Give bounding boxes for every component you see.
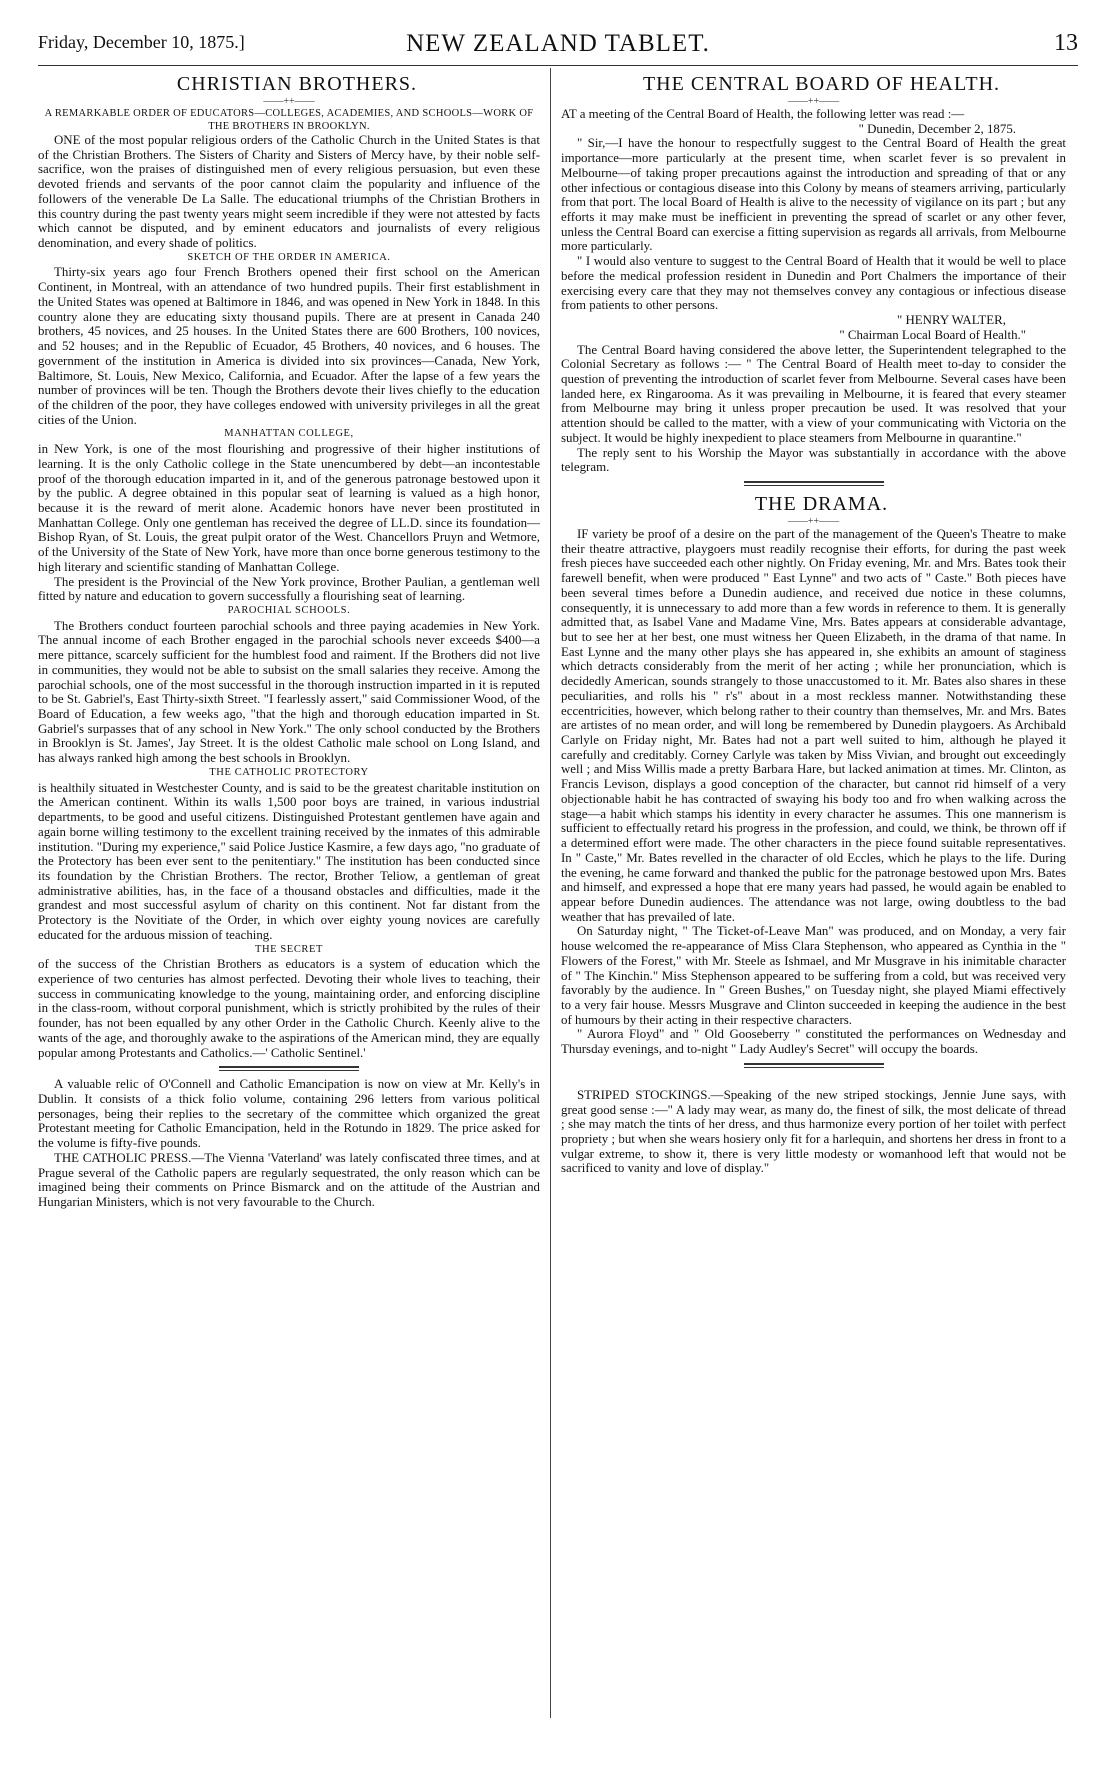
paragraph: The reply sent to his Worship the Mayor was substantially in accordance with the above telegram. xyxy=(561,445,1066,475)
column-rule xyxy=(550,68,551,1718)
subhead-manhattan: MANHATTAN COLLEGE, xyxy=(224,428,354,440)
section-divider xyxy=(744,481,884,486)
page-number: 13 xyxy=(1054,30,1078,56)
paragraph-relic: A valuable relic of O'Connell and Catholic Emancipation is now on view at Mr. Kelly's in Dublin. It consists of a thick folio volume, containing 296 letters from various political personages, being their replies to the secretary of the committee which organized the great Protestant meeting for Catholic Emancipation, held in the Rotundo in 1829. The price asked for the volume is fifty-five pounds. xyxy=(38,1077,540,1151)
article-deck: A REMARKABLE ORDER OF EDUCATORS—COLLEGES, ACADEMIES, AND SCHOOLS—WORK OF THE BROTHERS IN BROOKLYN. xyxy=(44,108,534,132)
ornament-divider: ——++—— xyxy=(263,96,315,107)
article-title-drama: THE DRAMA. xyxy=(754,492,889,515)
newspaper-title: NEW ZEALAND TABLET. xyxy=(406,30,710,57)
letter-dateline: " Dunedin, December 2, 1875. xyxy=(858,121,1016,136)
paragraph: " I would also venture to suggest to the Central Board of Health that it would be well to place before the medical profession resident in Dunedin and Port Chalmers the importance of their exercising every care that they may not themselves convey any contagious or infectious disease from patients to other persons. xyxy=(561,254,1066,313)
paragraph-striped-stockings: STRIPED STOCKINGS.—Speaking of the new striped stockings, Jennie June says, with great good sense :—" A lady may wear, as many do, the finest of silk, the most delicate of thread ; she may match the tints of her dress, and thus harmonize every portion of her toilet with perfect propriety ; but when she wears hosiery only fit for a harlequin, and shortens her dress in front to a vulgar extreme, to show it, there is very little modesty or womanhood left that would not be sacrificed to vanity and love of display." xyxy=(561,1087,1066,1176)
paragraph: IF variety be proof of a desire on the part of the management of the Queen's Theatre to make their theatre attractive, playgoers must readily recognise their efforts, for during the past week fresh pieces have succeeded each other nightly. On Friday evening, Mr. and Mrs. Bates took their farewell benefit, when were produced " East Lynne" and two acts of " Caste." Both pieces have been several times before a Dunedin audience, and received due notice in these columns, consequently, it is unnecessary to add more than a few words in reference to them. It is generally admitted that, as Isabel Vane and Madame Vine, Mrs. Bates appears at considerable advantage, but to see her at her best, one must witness her Queen Elizabeth, in the drama of that name. In East Lynne and the many other plays she has appeared in, she exhibits an amount of staginess which detracts considerably from the merit of her acting ; while her pronunciation, which is decidedly American, sounds strangely to those unaccustomed to it. Mr. Bates also shares in these peculiarities, and rolls his " r's" about in a most reckless manner. Notwithstanding these eccentricities, however, which belong rather to their country than themselves, Mr. and Mrs. Bates are artistes of no mean order, and will long be remembered by Dunedin playgoers. As Archibald Carlyle on Friday night, Mr. Bates had not a part well suited to him, although he played it carefully and creditably. Corney Carlyle was taken by Miss Vivian, and brought out exceedingly well ; and Miss Willis made a pretty Barbara Hare, but lacked animation at times. Mr. Clinton, as Francis Levison, displays a good conception of the character, but cannot rid himself of a very objectionable habit he has contracted of swaying his body too and fro when walking across the stage—a habit which stamps his identity in every character he assumes. This one mannerism is sufficient to effectually retard his progress in the profession, and could, we think, be thrown off if a determined effort were made. The other characters in the piece found suitable representatives. In " Caste," Mr. Bates revelled in the character of old Eccles, which he plays to the life. During the evening, he came forward and thanked the public for the patronage bestowed upon Mrs. Bates and himself, and expressed a hope that ere many years had passed, he would again be enabled to appear before Dunedin audiences. The attendance was not large, owing doubtless to the bad weather that has prevailed of late. xyxy=(561,526,1066,924)
paragraph: ONE of the most popular religious orders of the Catholic Church in the United States is that of the Christian Brothers. The Sisters of Charity and Sisters of Mercy have, by their noble self-sacrifice, won the praises of distinguished men of every religious persuasion, but even these devoted friends and servants of the poor cannot claim the popularity and influence of the followers of the venerable De La Salle. The educational triumphs of the Christian Brothers in this country during the past twenty years might seem incredible if they were not attested by facts which cannot be disputed, and by eminent educators and journalists of every religious denomination, and every shade of politics. xyxy=(38,133,540,251)
paragraph: AT a meeting of the Central Board of Health, the following letter was read :— xyxy=(561,107,965,121)
masthead-rule xyxy=(38,65,1078,66)
paragraph: in New York, is one of the most flourishing and progressive of their higher institutions of learning. It is the only Catholic college in the State unencumbered by debt—an incontestable proof of the thorough education imparted in it, and of the generous patronage bestowed upon it by the public. A degree obtained in this popular seat of learning is valued as a high honor, because it is the reward of merit alone. Academic honors have never been prostituted in Manhattan College. Only one gentleman has received the degree of LL.D. since its foundation—Bishop Ryan, of St. Louis, the great pulpit orator of the West. Chancellors Pruyn and Wetmore, of the University of the State of New York, have more than once borne generous testimony to the high literary and scientific standing of Manhattan College. xyxy=(38,442,540,574)
paragraph: " Sir,—I have the honour to respectfully suggest to the Central Board of Health the great importance—more particularly at the present time, when scarlet fever is so prevalent in Melbourne—of taking proper precautions against the introduction and spreading of that or any other infectious or contagious disease into this Colony by means of steamers arriving, particularly from that port. The local Board of Health is alive to the necessity of vigilance on its part ; but any efforts it may make must be inefficient in preventing the spread of scarlet or any other fever, unless the Central Board can exercise a fitting supervision as regards all arrivals, from Melbourne more particularly. xyxy=(561,136,1066,254)
paragraph: Thirty-six years ago four French Brothers opened their first school on the American Continent, in Montreal, with an attendance of two hundred pupils. Their first establishment in the United States was opened at Baltimore in 1846, and was opened in New York in 1848. In this country alone they are educating sixty thousand pupils. There are at present in Canada 240 brothers, 45 novices, and 25 houses. In the United States there are 600 Brothers, 100 novices, and 52 houses; and in the Republic of Ecuador, 45 Brothers, 40 novices, and 6 houses. The government of the institution in America is divided into six provinces—Canada, New York, Baltimore, St. Louis, New Mexico, California, and Ecuador. After the lapse of a few years the number of provinces will be ten. Though the Brothers devote their lives chiefly to the education of the children of the poor, they have colleges endowed with university privileges in all the great cities of the Union. xyxy=(38,265,540,427)
section-divider xyxy=(744,1063,884,1068)
subhead-sketch: SKETCH OF THE ORDER IN AMERICA. xyxy=(187,251,391,263)
paragraph-catholic-press: THE CATHOLIC PRESS.—The Vienna 'Vaterland' was lately confiscated three times, and at Prague several of the Catholic papers are regularly sequestrated, the only reason which can be imagined being their comments on Prince Bismarck and on the attitude of the Austrian and Hungarian Ministers, which is not very favourable to the Church. xyxy=(38,1150,540,1210)
issue-date: Friday, December 10, 1875.] xyxy=(38,32,245,52)
ornament-divider: ——++—— xyxy=(787,96,840,107)
masthead xyxy=(38,30,1078,60)
subhead-secret: THE SECRET xyxy=(254,943,324,955)
paragraph: is healthily situated in Westchester County, and is said to be the greatest charitable institution on the American continent. Within its walls 1,500 poor boys are trained, in various industrial departments, to be good and useful citizens. Distinguished Protestant gentlemen have again and again borne willing testimony to the excellent training received by the inmates of this admirable institution. "During my experience," said Police Justice Kasmire, a few days ago, "no graduate of the Protectory has been ever sent to the penitentiary." The institution has been conducted since its foundation by the Christian Brothers. The rector, Brother Teliow, a gentleman of great administrative abilities, has, in the face of a thousand obstacles and difficulties, made it the grandest and most successful asylum of charity on this continent. Not far distant from the Protectory is the Novitiate of the Order, in which over eighty young novices are carefully educated for the arduous mission of teaching. xyxy=(38,780,540,942)
paragraph: On Saturday night, " The Ticket-of-Leave Man" was produced, and on Monday, a very fair house welcomed the re-appearance of Miss Clara Stephenson, who appeared as Cynthia in the " Flowers of the Forest," with Mr. Steele as Ishmael, and Mr Musgrave in his inimitable character of " The Kinchin." Miss Stephenson appeared to be suffering from a cold, but was received very favorably by the audience. In " Green Bushes," on Tuesday night, she played Miami effectively to a very fair house. Messrs Musgrave and Clinton succeeded in keeping the audience in the best of humours by their acting in their respective characters. xyxy=(561,924,1066,1027)
paragraph: of the success of the Christian Brothers as educators is a system of education which the experience of two centuries has almost perfected. Devoting their whole lives to teaching, their success in communicating knowledge to the young, maintaining order, and enforcing discipline in the class-room, without corporal punishment, which is strictly prohibited by the rules of their founder, has not been equalled by any other Order in the Catholic Church. Keenly alive to the wants of the age, and thoroughly awake to the aspirations of the American mind, they are equally popular among Protestants and Catholics.—' Catholic Sentinel.' xyxy=(38,957,540,1060)
paragraph: The president is the Provincial of the New York province, Brother Paulian, a gentleman well fitted by nature and education to govern successfully a flourishing seat of learning. xyxy=(38,574,540,604)
article-title-board-of-health: THE CENTRAL BOARD OF HEALTH. xyxy=(642,73,1001,95)
signature-title: " Chairman Local Board of Health." xyxy=(839,327,1026,342)
signature-name: " HENRY WALTER, xyxy=(897,313,1006,328)
ornament-divider: ——++—— xyxy=(787,515,840,527)
left-column xyxy=(38,72,540,1722)
paragraph: The Central Board having considered the above letter, the Superintendent telegraphed to the Colonial Secretary as follows :— " The Central Board of Health meet to-day to consider the question of preventing the introduction of scarlet fever from Melbourne. Several cases have been landed here, ex Ringarooma. As it was prevailing in Melbourne, it is feared that every steamer from Melbourne may bring it unless proper precaution be used. It was resolved that your attention should be called to the matter, with a view of your communicating with Victoria on the subject. It would be highly inexpedient to place steamers from Melbourne in quarantine." xyxy=(561,342,1066,445)
right-column xyxy=(561,72,1066,1722)
subhead-protectory: THE CATHOLIC PROTECTORY xyxy=(209,766,369,778)
article-title-christian-brothers: CHRISTIAN BROTHERS. xyxy=(176,73,418,95)
paragraph: The Brothers conduct fourteen parochial schools and three paying academies in New York. The annual income of each Brother engaged in the parochial schools never exceeds $400—a mere pittance, scarcely sufficient for the humblest food and raiment. If the Brothers did not live in communities, they would not be able to subsist on the small salaries they receive. Among the parochial schools, one of the most successful in the thorough instruction imparted in it is reputed to be St. Gabriel's, East Thirty-sixth Street. "I fearlessly assert," said Commissioner Wood, of the Board of Education, a few weeks ago, "that the high and thorough education imparted in St. Gabriel's surpasses that of any school in New York." The only school conducted by the Brothers in Brooklyn is St. James', Jay Street. It is the oldest Catholic male school on Long Island, and has always ranked high among the best schools in Brooklyn. xyxy=(38,618,540,766)
paragraph: " Aurora Floyd" and " Old Gooseberry " constituted the performances on Wednesday and Thursday evenings, and to-night " Lady Audley's Secret" will occupy the boards. xyxy=(561,1027,1066,1057)
subhead-parochial: PAROCHIAL SCHOOLS. xyxy=(227,605,351,616)
section-divider xyxy=(219,1066,359,1071)
